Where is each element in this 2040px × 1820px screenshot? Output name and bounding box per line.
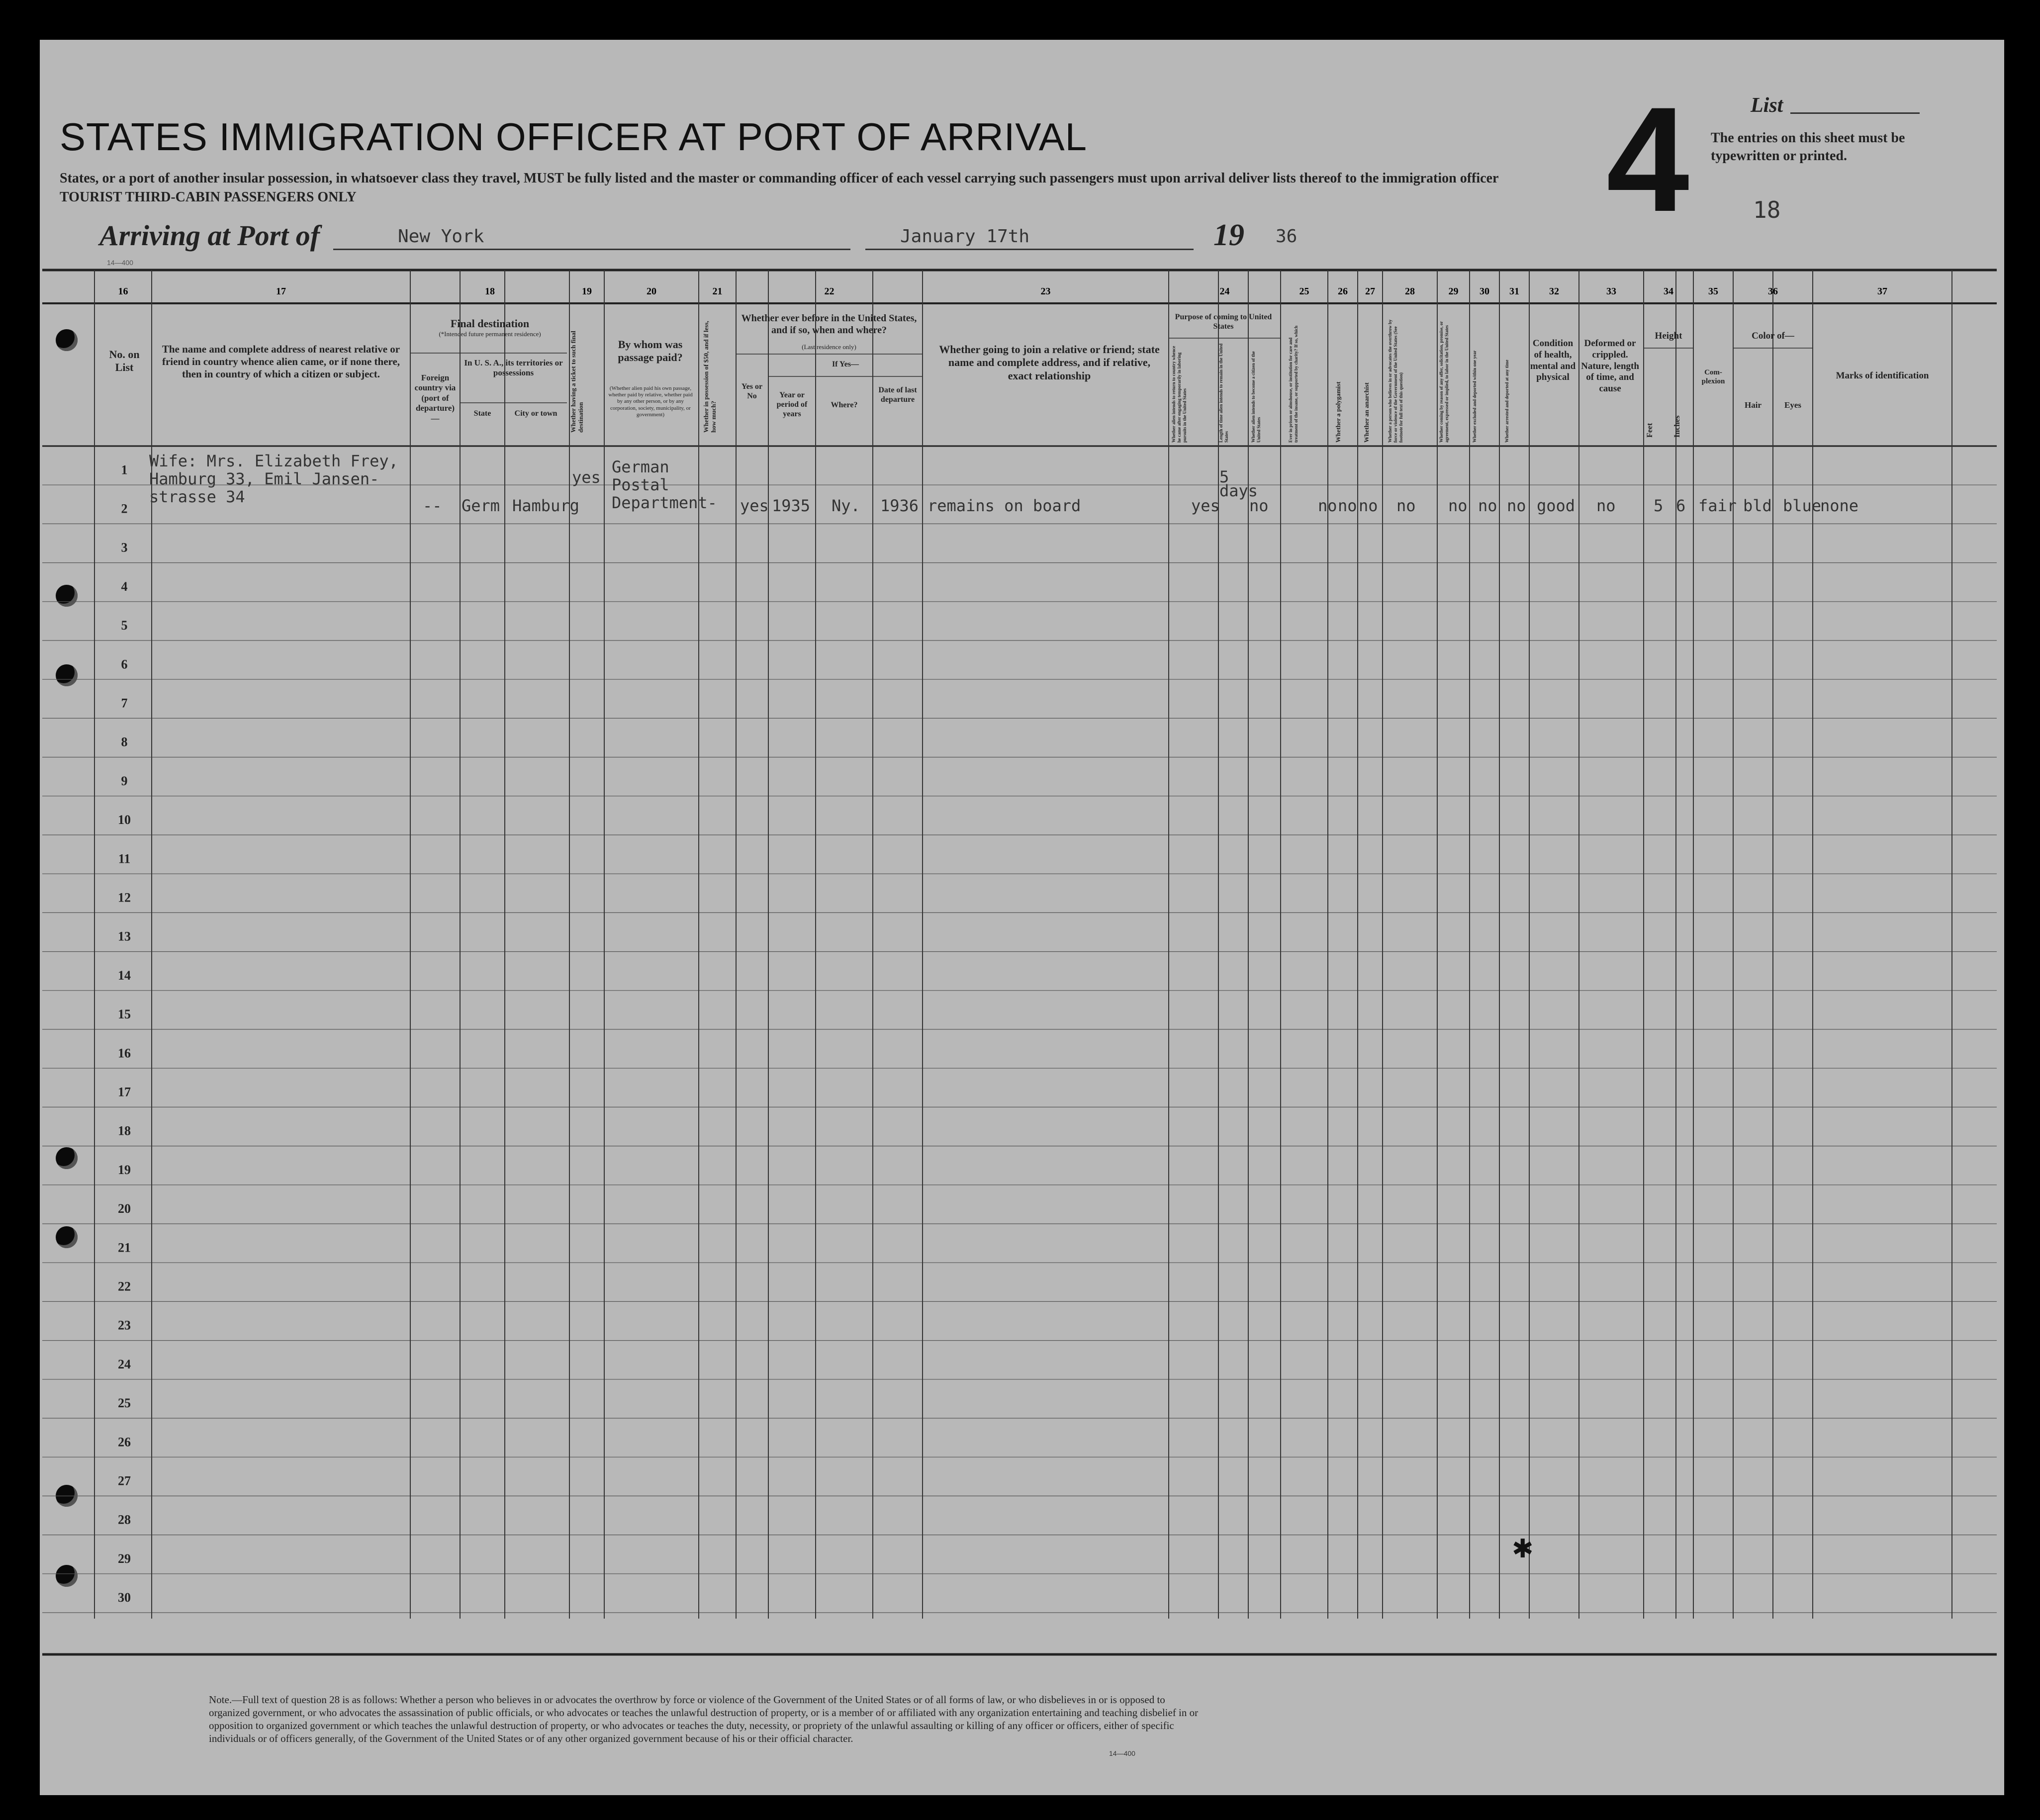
row-number: 13	[118, 929, 131, 944]
entry-prison: no	[1318, 496, 1337, 515]
column-number: 21	[712, 286, 723, 297]
height-header: Height	[1655, 331, 1682, 341]
entry-join: remains on board	[927, 496, 1081, 515]
anarchist-header: Whether an anarchist	[1363, 382, 1370, 443]
row-number: 18	[118, 1123, 131, 1138]
before-us-note: (Last residence only)	[802, 343, 856, 351]
row-number: 1	[121, 462, 128, 477]
last-departure-header: Date of last departure	[878, 386, 917, 404]
city-header: City or town	[514, 409, 557, 418]
ink-blot: ✱	[1512, 1534, 1534, 1564]
entry-overthrow: no	[1396, 496, 1416, 515]
excluded-header: Whether excluded and deported within one year	[1472, 350, 1477, 443]
row-number: 22	[118, 1279, 131, 1294]
row-number: 9	[121, 773, 128, 788]
entry-before-where: Ny.	[832, 496, 860, 515]
row-number: 15	[118, 1007, 131, 1022]
possession-50-header: Whether in possession of $50, and if less, how much?	[702, 321, 717, 433]
entry-ticket: yes	[572, 468, 601, 487]
row-number: 23	[118, 1318, 131, 1333]
health-header: Condition of health, mental and physical	[1530, 338, 1576, 383]
year-prefix: 19	[1213, 218, 1244, 252]
port-value: New York	[398, 226, 484, 247]
footnote: Note.—Full text of question 28 is as follows: Whether a person who believes in or advocates the overthrow by force or violence of the Government of the United States or of all forms of law, or who disbelieves in or is opposed to organized government, or who advocates the assassination of public officials, or who advocates or teaches the unlawful destruction of property, or is a member of or affiliated with any organization entertaining and teaching disbelief in or opposition to organized government or which teaches the unlawful destruction of property, or who advocates or teaches the duty, necessity, or propriety of the unlawful assaulting or killing of any officer or officers, either of specific individuals or of officers generally, of the Government of the United States or of any other organized government because of his or their official character.	[209, 1694, 1199, 1744]
purpose-return-header: Whether alien intends to return to country whence he came after engaging temporarily in laboring pursuits in the United States	[1171, 346, 1187, 443]
ticket-header: Whether having a ticket to such final destination	[569, 331, 584, 433]
column-number: 25	[1299, 286, 1309, 297]
relative-address-header: The name and complete address of nearest relative or friend in country whence alien came, or if none there, then in country of which a citizen or subject.	[162, 343, 400, 380]
column-number: 22	[824, 286, 835, 297]
final-destination-header: Final destination	[450, 317, 530, 330]
entry-before-year: 1935	[772, 496, 811, 515]
passage-note: (Whether alien paid his own passage, whether paid by relative, whether paid by any other person, or by any corporation, society, municipality, or government)	[608, 385, 693, 418]
complexion-header: Com-plexion	[1701, 368, 1725, 385]
column-number: 27	[1365, 286, 1375, 297]
list-number: 4	[1606, 76, 1689, 243]
entry-polygamist: no	[1338, 496, 1357, 515]
entry-deformed: no	[1596, 496, 1616, 515]
entry-city: Hamburg	[512, 496, 579, 515]
page-title: STATES IMMIGRATION OFFICER AT PORT OF ARRIVAL	[60, 115, 1088, 159]
row-number: 10	[118, 813, 131, 827]
row-number: 11	[118, 851, 131, 866]
before-us-header: Whether ever before in the United States, and if so, when and where?	[741, 313, 917, 336]
row-number: 17	[118, 1085, 131, 1099]
column-number: 35	[1708, 286, 1718, 297]
yes-no-header: Yes or No	[741, 382, 763, 401]
entry-arrested: no	[1507, 496, 1526, 515]
row-number: 14	[118, 968, 131, 983]
foreign-country-header: Foreign country via (port of departure)—	[414, 373, 456, 423]
column-number: 19	[582, 286, 592, 297]
entry-length-num: 5	[1219, 467, 1229, 486]
row-number: 7	[121, 696, 128, 711]
hair-header: Hair	[1745, 400, 1762, 410]
row-number: 8	[121, 734, 128, 749]
in-usa-header: In U. S. A., its territories or possessions	[464, 358, 563, 378]
list-note: The entries on this sheet must be typewritten or printed.	[1711, 130, 1905, 164]
row-number: 29	[118, 1551, 131, 1566]
prison-header: Ever in prison or almshouse, or institution for care and treatment of the insane, or supported by charity? If so, which	[1288, 325, 1298, 443]
year-suffix: 36	[1276, 226, 1298, 247]
passage-header: By whom was passage paid?	[618, 338, 683, 364]
if-yes-header: If Yes—	[832, 360, 859, 368]
row-number: 3	[121, 540, 128, 555]
row-number: 28	[118, 1512, 131, 1527]
entry-passage-line3: Department-	[612, 493, 717, 512]
entry-citizen: no	[1249, 496, 1269, 515]
entry-relative-line2: Hamburg 33, Emil Jansen-	[149, 469, 379, 488]
entry-labor: no	[1448, 496, 1468, 515]
entry-relative-line3: strasse 34	[149, 487, 245, 506]
column-number: 36	[1768, 286, 1778, 297]
entry-foreign-via: --	[423, 496, 442, 515]
entry-passage-line2: Postal	[612, 475, 669, 494]
entry-marks: none	[1820, 496, 1859, 515]
eyes-header: Eyes	[1784, 400, 1801, 410]
feet-header: Feet	[1646, 423, 1654, 438]
column-number: 18	[485, 286, 495, 297]
no-on-list-header: No. on List	[109, 348, 140, 374]
entry-feet: 5	[1654, 496, 1664, 515]
marks-header: Marks of identification	[1836, 370, 1929, 381]
form-code: 14—400	[107, 259, 133, 267]
row-number: 4	[121, 579, 128, 594]
entry-state: Germ	[462, 496, 500, 515]
row-number: 6	[121, 657, 128, 672]
footnote-code: 14—400	[1109, 1749, 1135, 1757]
column-number: 34	[1664, 286, 1673, 297]
column-number: 17	[276, 286, 286, 297]
row-number: 21	[118, 1240, 131, 1255]
row-number: 25	[118, 1396, 131, 1411]
entry-passage-line1: German	[612, 457, 669, 476]
column-number: 20	[647, 286, 656, 297]
column-number: 29	[1448, 286, 1459, 297]
entry-length-unit: days	[1219, 481, 1258, 500]
column-number: 32	[1549, 286, 1559, 297]
column-number: 30	[1480, 286, 1489, 297]
entry-hair: bld	[1743, 496, 1772, 515]
entry-purpose-return: yes	[1191, 496, 1220, 515]
purpose-length-header: Length of time alien intends to remain in the United States	[1218, 343, 1229, 443]
entry-eyes: blue	[1783, 496, 1822, 515]
purpose-citizen-header: Whether alien intends to become a citizen of the United States	[1251, 351, 1261, 443]
column-number: 24	[1219, 286, 1230, 297]
arriving-label: Arriving at Port of	[99, 219, 320, 252]
class-line: TOURIST THIRD-CABIN PASSENGERS ONLY	[60, 189, 357, 205]
where-header: Where?	[831, 401, 858, 409]
row-number: 27	[118, 1473, 131, 1488]
inches-header: Inches	[1673, 415, 1681, 438]
final-destination-note: (*Intended future permanent residence)	[439, 330, 541, 338]
column-number: 23	[1040, 286, 1051, 297]
entry-anarchist: no	[1359, 496, 1378, 515]
row-number: 2	[121, 501, 128, 516]
row-number: 5	[121, 618, 128, 633]
entry-before-departure: 1936	[880, 496, 919, 515]
join-relative-header: Whether going to join a relative or friend; state name and complete address, and if relative, exact relationship	[939, 343, 1160, 382]
overthrow-header: Whether a person who believes in or advocates the overthrow by force or violence of the Government of the United States (See footnote for full text of this question)	[1388, 319, 1403, 443]
state-header: State	[473, 409, 491, 418]
deformed-header: Deformed or crippled. Nature, length of time, and cause	[1581, 338, 1639, 394]
entry-excluded: no	[1478, 496, 1497, 515]
polygamist-header: Whether a polygamist	[1334, 381, 1342, 443]
column-number: 31	[1509, 286, 1519, 297]
row-number: 16	[118, 1046, 131, 1061]
column-number: 33	[1606, 286, 1616, 297]
labor-header: Whether coming by reason of any offer, solicitation, promise, or agreement, expressed or implied, to labor in the United States	[1439, 321, 1449, 443]
list-label: List	[1751, 94, 1783, 117]
row-number: 20	[118, 1201, 131, 1216]
row-number: 12	[118, 890, 131, 905]
entry-before-yes: yes	[740, 496, 769, 515]
date-value: January 17th	[900, 226, 1030, 247]
sheet-number: 18	[1753, 196, 1781, 223]
entry-inches: 6	[1676, 496, 1686, 515]
arrested-header: Whether arrested and deported at any time	[1504, 360, 1509, 443]
subtitle-text: States, or a port of another insular possession, in whatsoever class they travel, MUST be fully listed and the master or commanding officer of each vessel carrying such passengers must upon arrival deliver lists thereof to the immigration officer	[60, 171, 1499, 186]
purpose-header: Purpose of coming to United States	[1175, 313, 1272, 331]
row-number: 24	[118, 1357, 131, 1371]
color-of-header: Color of—	[1752, 331, 1794, 341]
year-period-header: Year or period of years	[776, 391, 808, 419]
column-number: 26	[1338, 286, 1348, 297]
row-number: 30	[118, 1590, 131, 1605]
row-number: 19	[118, 1162, 131, 1177]
entry-relative-line1: Wife: Mrs. Elizabeth Frey,	[149, 452, 398, 470]
entry-complexion: fair	[1698, 496, 1737, 515]
column-number: 37	[1877, 286, 1887, 297]
column-number: 28	[1405, 286, 1415, 297]
row-number: 26	[118, 1435, 131, 1450]
column-number: 16	[118, 286, 128, 297]
entry-health: good	[1537, 496, 1576, 515]
